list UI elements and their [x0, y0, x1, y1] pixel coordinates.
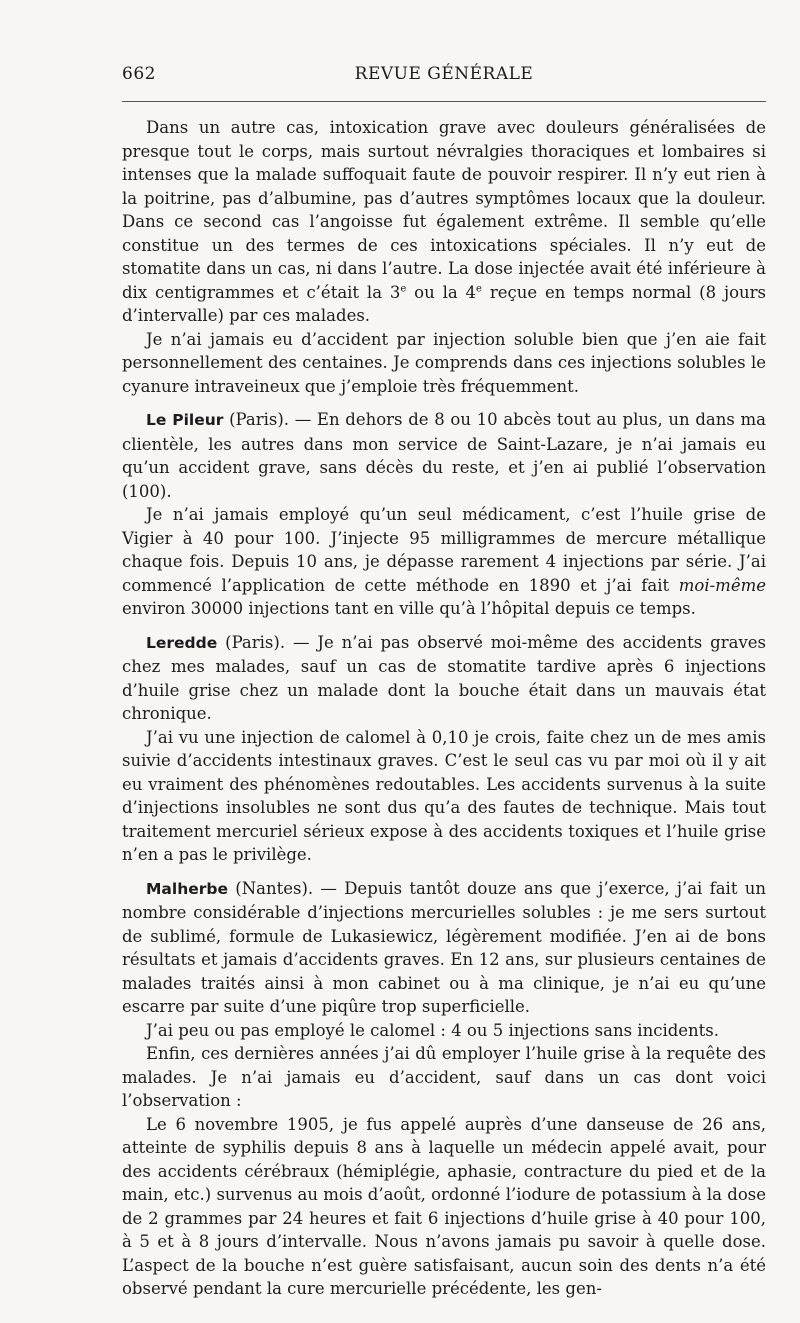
paragraph: Dans un autre cas, intoxication grave avec douleurs généralisées de presque tout le corps, mais surtout névralgies thoraciques et lombaires si intenses que la malade suffoquait faute de pouvoir respirer. Il n’y eut rien à la poitrine, pas d’albumine, pas d’autres symptômes locaux que la douleur. Dans ce second cas l’angoisse fut également extrême. Il semble qu’elle constitue un des termes de ces intoxications spéciales. Il n’y eut de stomatite dans un cas, ni dans l’autre. La dose injectée avait été inférieure à dix centigrammes et c’était la 3e ou la 4e reçue en temps normal (8 jours d’intervalle) par ces malades.	[122, 118, 766, 325]
article-body	[122, 116, 766, 1301]
paragraph: Le 6 novembre 1905, je fus appelé auprès d’une danseuse de 26 ans, atteinte de syphilis depuis 8 ans à laquelle un médecin appelé avait, pour des accidents cérébraux (hémiplégie, aphasie, contracture du pied et de la main, etc.) survenus au mois d’août, ordonné l’iodure de potassium à la dose de 2 grammes par 24 heures et fait 6 injections d’huile grise à 40 pour 100, à 5 et à 8 jours d’intervalle. Nous n’avons jamais pu savoir à quelle dose. L’aspect de la bouche n’est guère satisfaisant, aucun soin des dents n’a été observé pendant la cure mercurielle précédente, les gen-	[122, 1114, 766, 1298]
paragraph: Je n’ai jamais eu d’accident par injection soluble bien que j’en aie fait personnellement des centaines. Je comprends dans ces injections solubles le cyanure intraveineux que j’emploie très fréquemment.	[122, 329, 766, 396]
author-name: Malherbe	[146, 879, 228, 898]
paragraph-malherbe: Malherbe (Nantes). — Depuis tantôt douze ans que j’exerce, j’ai fait un nombre considérable d’injections mercurielles solubles : je me sers surtout de sublimé, formule de Lukasiewicz, légèrement modifiée. J’en ai de bons résultats et jamais d’accidents graves. En 12 ans, sur plusieurs centaines de malades traités ainsi à mon cabinet ou à ma clinique, je n’ai eu qu’une escarre par suite d’une piqûre trop superficielle.	[122, 878, 766, 1016]
running-title: REVUE GÉNÉRALE	[354, 64, 534, 84]
header-rule	[122, 101, 766, 102]
paragraph-leredde: Leredde (Paris). — Je n’ai pas observé moi-même des accidents graves chez mes malades, sauf un cas de stomatite tardive après 6 injections d’huile grise chez un malade dont la bouche était dans un mauvais état chronique.	[122, 632, 766, 723]
author-name: Leredde	[146, 633, 218, 652]
paragraph: J’ai vu une injection de calomel à 0,10 je crois, faite chez un de mes amis suivie d’accidents intestinaux graves. C’est le seul cas vu par moi où il y ait eu vraiment des phénomènes redoutables. Les accidents survenus à la suite d’injections insolubles ne sont dus qu’a des fautes de technique. Mais tout traitement mercuriel sérieux expose à des accidents toxiques et l’huile grise n’en a pas le privilège.	[122, 727, 766, 864]
author-name: Le Pileur	[146, 411, 224, 429]
paragraph: Je n’ai jamais employé qu’un seul médicament, c’est l’huile grise de Vigier à 40 pour 100. J’injecte 95 milligrammes de mercure métallique chaque fois. Depuis 10 ans, je dépasse rarement 4 injections par série. J’ai commencé l’application de cette méthode en 1890 et j’ai fait moi-même environ 30000 injections tant en ville qu’à l’hôpital depuis ce temps.	[122, 505, 766, 618]
paragraph: Enfin, ces dernières années j’ai dû employer l’huile grise à la requête des malades. Je n’ai jamais eu d’accident, sauf dans un cas dont voici l’observation :	[122, 1044, 766, 1110]
page-number: 662	[122, 64, 156, 84]
paragraph-le-pileur: Le Pileur (Paris). — En dehors de 8 ou 10 abcès tout au plus, un dans ma clientèle, les autres dans mon service de Saint-Lazare, je n’ai jamais eu qu’un accident grave, sans décès du reste, et j’en ai publié l’observation (100).	[122, 410, 766, 501]
paragraph: J’ai peu ou pas employé le calomel : 4 ou 5 injections sans incidents.	[146, 1020, 720, 1040]
page-header	[122, 64, 766, 92]
